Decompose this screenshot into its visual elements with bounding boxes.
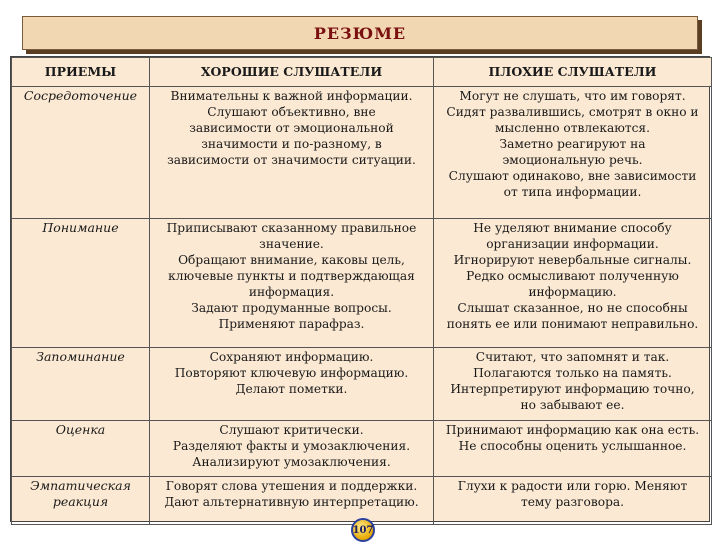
row-label: Оценка — [12, 421, 150, 477]
good-listener-cell: Слушают критически. Разделяют факты и умозаключения. Анализируют умозаключения. — [150, 421, 434, 477]
header-bad-listeners: ПЛОХИЕ СЛУШАТЕЛИ — [434, 58, 712, 87]
page-number-badge: 107 — [351, 518, 375, 542]
table-row — [12, 219, 712, 348]
bad-listener-cell: Могут не слушать, что им говорят. Сидят развалившись, смотрят в окно и мысленно отвлекаются. Заметно реагируют на эмоциональную речь. Слушают одинаково, вне зависимости от типа информации. — [434, 87, 712, 219]
bad-listener-cell: Не уделяют внимание способу организации информации. Игнорируют невербальные сигналы. Редко осмысливают полученную информацию. Слышат сказанное, но не способны понять ее или понимают неправильно. — [434, 219, 712, 348]
table-header-row — [12, 58, 712, 87]
row-label: Запоминание — [12, 348, 150, 421]
bad-listener-cell: Принимают информацию как она есть. Не способны оценить услышанное. — [434, 421, 712, 477]
bad-listener-cell: Считают, что запомнят и так. Полагаются только на память. Интерпретируют информацию точно, но забывают ее. — [434, 348, 712, 421]
title-bar — [22, 16, 698, 50]
summary-table-container — [10, 56, 710, 522]
bad-listener-cell: Глухи к радости или горю. Меняют тему разговора. — [434, 477, 712, 525]
header-good-listeners: ХОРОШИЕ СЛУШАТЕЛИ — [150, 58, 434, 87]
table-row — [12, 421, 712, 477]
table-row — [12, 348, 712, 421]
row-label: Сосредоточение — [12, 87, 150, 219]
row-label: Эмпатическая реакция — [12, 477, 150, 525]
page-title: РЕЗЮМЕ — [313, 23, 407, 43]
header-techniques: ПРИЕМЫ — [12, 58, 150, 87]
good-listener-cell: Внимательны к важной информации. Слушают объективно, вне зависимости от эмоциональной значимости и по-разному, в зависимости от значимости ситуации. — [150, 87, 434, 219]
good-listener-cell: Сохраняют информацию. Повторяют ключевую информацию. Делают пометки. — [150, 348, 434, 421]
good-listener-cell: Говорят слова утешения и поддержки. Дают альтернативную интерпретацию. — [150, 477, 434, 525]
good-listener-cell: Приписывают сказанному правильное значение. Обращают внимание, каковы цель, ключевые пункты и подтверждающая информация. Задают продуманные вопросы. Применяют парафраз. — [150, 219, 434, 348]
row-label: Понимание — [12, 219, 150, 348]
summary-table — [11, 57, 712, 525]
table-row — [12, 87, 712, 219]
